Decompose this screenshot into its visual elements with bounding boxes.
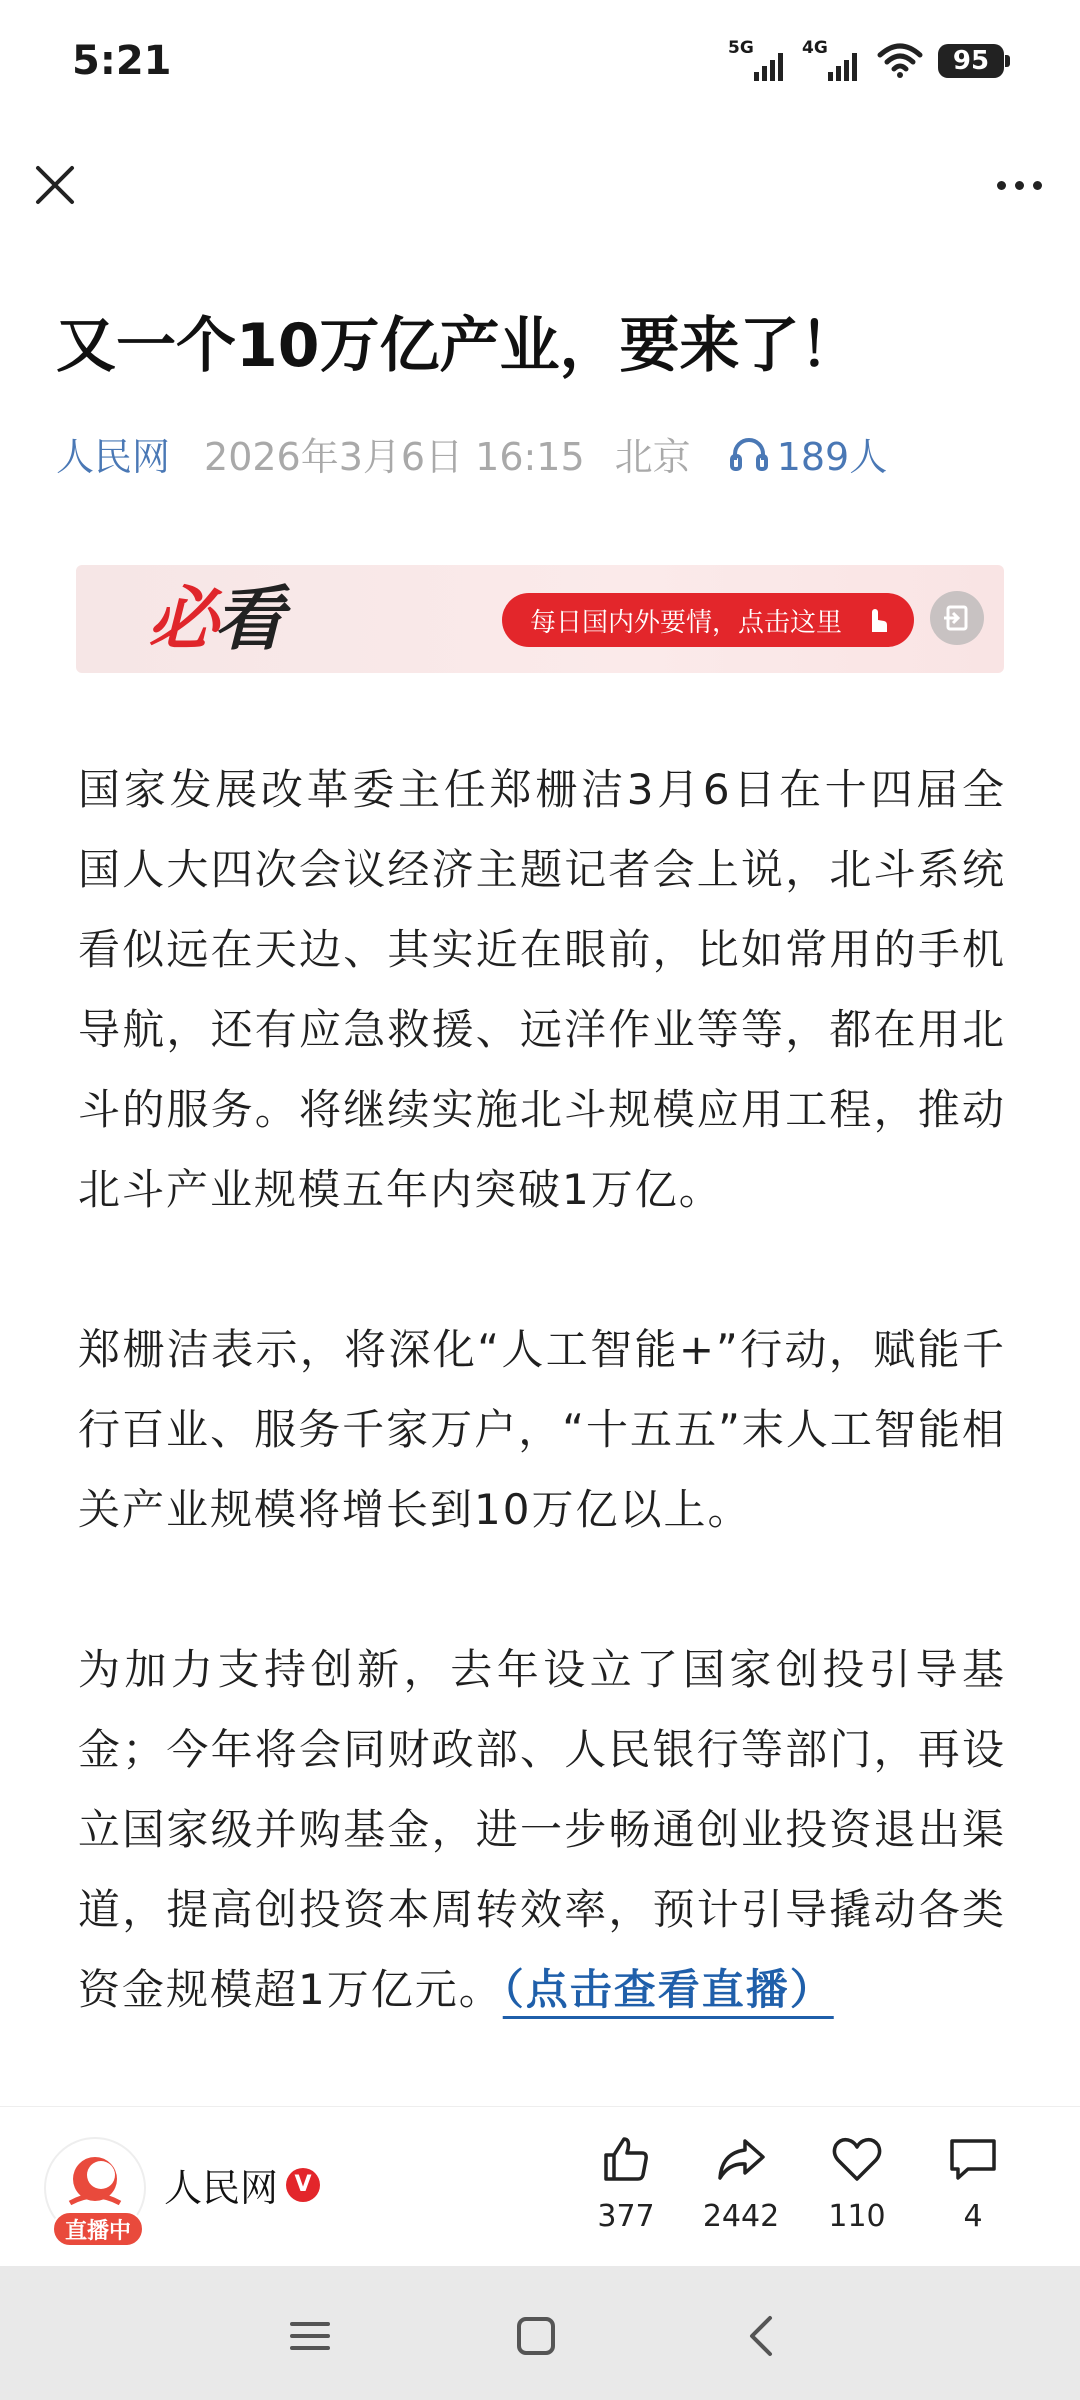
like-count: 377 [597, 2199, 655, 2234]
comment-button[interactable] [918, 2133, 1028, 2243]
status-time: 5:21 [72, 38, 172, 84]
live-badge: 直播中 [52, 2211, 144, 2247]
share-button[interactable] [686, 2133, 796, 2243]
status-icons [728, 38, 1004, 84]
article-paragraph: 国家发展改革委主任郑栅洁3月6日在十四届全国人大四次会议经济主题记者会上说，北斗系统看似远在天边、其实近在眼前，比如常用的手机导航，还有应急救援、远洋作业等等，都在用北斗的服务。将继续实施北斗规模应用工程，推动北斗产业规模五年内突破1万亿。 [78, 765, 1006, 1214]
article-meta [56, 425, 887, 481]
close-button[interactable] [28, 158, 82, 212]
bottom-bar [0, 2106, 1080, 2266]
menu-icon [282, 2308, 338, 2364]
nav-back-button[interactable] [734, 2308, 790, 2364]
article-title: 又一个10万亿产业，要来了！ [56, 311, 860, 381]
more-dot-icon [1015, 181, 1024, 190]
share-arrow-icon [715, 2133, 767, 2185]
wifi-icon [876, 43, 924, 79]
verified-badge: V [286, 2168, 320, 2202]
must-read-banner[interactable] [76, 565, 1004, 673]
author-name[interactable]: 人民网 V [164, 2157, 320, 2212]
banner-pill-text: 每日国内外要情，点击这里 [530, 607, 843, 638]
banner-logo: 必看 [148, 578, 280, 660]
listen-button[interactable] [729, 426, 888, 481]
comment-count: 4 [963, 2199, 983, 2234]
article-location: 北京 [614, 434, 691, 479]
article-paragraph: 郑栅洁表示，将深化“人工智能+”行动，赋能千行百业、服务千家万户，“十五五”末人工智能相关产业规模将增长到10万亿以上。 [78, 1325, 1006, 1534]
battery-icon: 95 [938, 44, 1004, 78]
back-chevron-icon [734, 2308, 790, 2364]
banner-pill-button[interactable] [502, 593, 914, 647]
nav-menu-button[interactable] [282, 2308, 338, 2364]
status-bar [0, 0, 1080, 120]
close-icon [28, 158, 82, 212]
listener-count: 189人 [776, 434, 888, 479]
system-nav-bar [0, 2266, 1080, 2400]
share-count: 2442 [702, 2199, 780, 2234]
signal-5g-icon: 5G [728, 38, 788, 84]
more-options-button[interactable] [986, 162, 1052, 208]
headphones-icon [729, 434, 769, 472]
home-square-icon [508, 2308, 564, 2364]
more-dot-icon [1033, 181, 1042, 190]
pointer-hand-icon [858, 602, 894, 638]
heart-icon [830, 2133, 884, 2185]
more-dot-icon [997, 181, 1006, 190]
article-source[interactable]: 人民网 [56, 434, 171, 479]
article-paragraph: 为加力支持创新，去年设立了国家创投引导基金；今年将会同财政部、人民银行等部门，再设立国家级并购基金，进一步畅通创业投资退出渠道，提高创投资本周转效率，预计引导撬动各类资金规模超1万亿元。（点击查看直播） [78, 1645, 1006, 2014]
article-date: 2026年3月6日 16:15 [204, 434, 585, 479]
live-stream-link[interactable]: （点击查看直播） [502, 1965, 834, 2014]
thumbs-up-icon [600, 2133, 652, 2185]
comment-bubble-icon [946, 2133, 1000, 2185]
favorite-count: 110 [828, 2199, 886, 2234]
top-bar [0, 140, 1080, 240]
nav-home-button[interactable] [508, 2308, 564, 2364]
favorite-button[interactable] [802, 2133, 912, 2243]
exit-icon [941, 602, 973, 634]
like-button[interactable] [571, 2133, 681, 2243]
signal-4g-icon: 4G [802, 38, 862, 84]
banner-exit-button[interactable] [930, 591, 984, 645]
article-body [78, 750, 1006, 2030]
author-avatar[interactable] [44, 2137, 146, 2244]
